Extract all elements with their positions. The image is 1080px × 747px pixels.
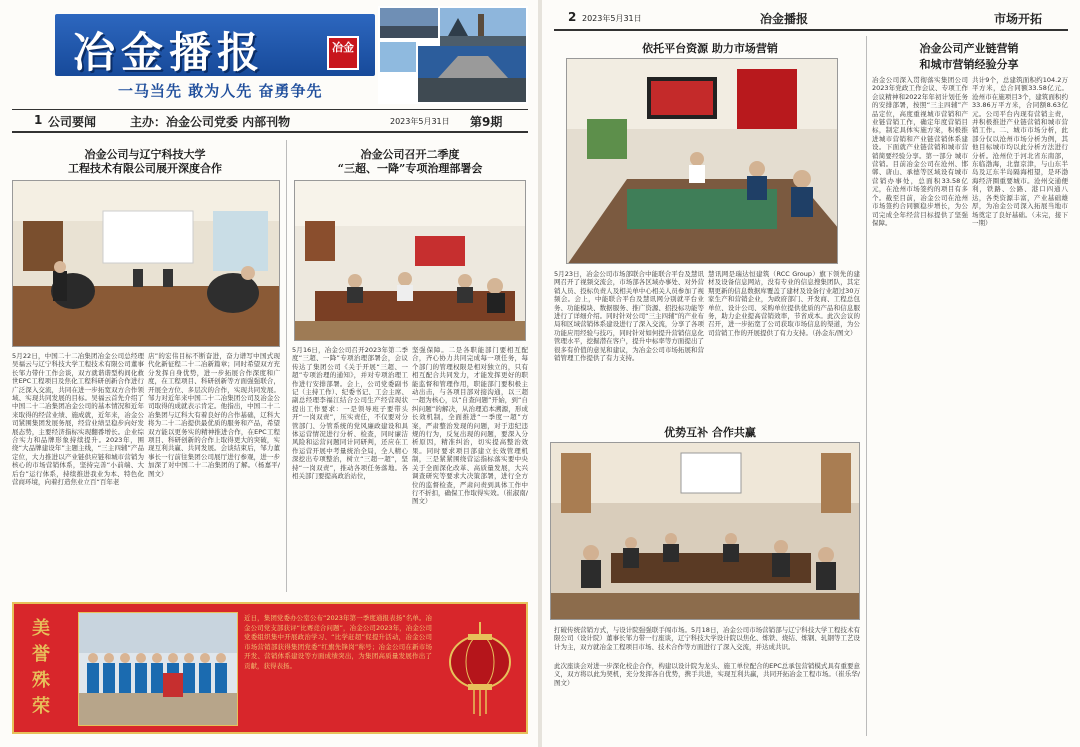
masthead-photo-collage xyxy=(378,6,528,104)
article5-title-line2: 和城市营销经验分享 xyxy=(919,58,1019,71)
honor-title xyxy=(22,610,82,728)
left-column-divider xyxy=(286,140,287,592)
honor-char-4: 荣 xyxy=(32,696,50,717)
honor-char-1: 美 xyxy=(32,618,50,639)
honor-char-3: 殊 xyxy=(32,670,50,691)
conference-photo xyxy=(295,181,526,341)
article2-title-line1: 冶金公司召开二季度 xyxy=(360,148,460,161)
article4-col2: 此次座谈会对进一步深化校企合作，构建以设计院为龙头、施工单位配合的EPC总承包营销模式具有重要意义，双方将以此为契机，充分发挥各自优势，携手共进，实现互利共赢，共同开拓冶金工程市场。（崔乐华/图文） xyxy=(554,662,860,687)
masthead-banner xyxy=(55,14,375,76)
right-header-rule xyxy=(554,29,1068,31)
honor-banner xyxy=(12,602,528,734)
group-photo xyxy=(79,613,238,726)
honor-decoration xyxy=(438,622,522,718)
industrial-photo-collage xyxy=(378,6,528,104)
honor-photo xyxy=(78,612,238,726)
right-page xyxy=(542,0,1080,747)
left-page-number: 1 xyxy=(34,113,43,127)
article5-col2: 共计9个，总建筑面积约104.2万平方米，总合同额33.58亿元。沧州市在施项目3个，建筑面积约33.86万平方米，合同额8.63亿元。公司平台内现有营销主责，并积极推进产业链营销和城市营销工作。二、城市市场分析，此部分仅以沧州市场分析为例，其他目标城市均以此分析方法进行分析。沧州位于河北省东南部，东临渤海，北靠京津，与山东半岛及辽东半岛隔海相望，是环渤海经济圈重要城市。沧州交通便利，铁路、公路、港口四通八达，各类资源丰富，产业基础雄厚，为冶金公司深入拓展当地市场奠定了良好基础。（未完，接下一期） xyxy=(972,76,1068,227)
right-paper-name: 冶金播报 xyxy=(760,12,809,26)
right-section-name: 市场开拓 xyxy=(994,12,1043,26)
masthead-title: 冶金播报 xyxy=(73,28,266,77)
article5-col1: 冶金公司深入贯彻落实集团公司2023年党政工作会议、专项工作会议精神和2022年年初计划任务的安排部署，按照“三主四辅”产品定位，高度重视城市营销和产业链营销工作，确定年度营销目标，制定具体实施方案，积极推进城市营销和产业链营销体系建设。下面就产业链营销和城市营销简要经验分享。第一部分 城市营销。目前冶金公司在沧州、邯郸、唐山、承德等区域设有城市营销办事处，总面积33.58亿元，在沧州市场签约的项目有多个。截至目前，冶金公司在沧州市场签约合同额稳步增长，为公司完成全年经营目标提供了坚强保障。 xyxy=(872,76,968,227)
article3-photo xyxy=(566,58,838,264)
article4-photo xyxy=(550,442,860,620)
article1-col2: 店”的宏伟目标不断奋进，奋力谱写中国式现代化新征程二十二冶新篇章；同时希望双方充分发挥自身优势，进一步拓展合作深度和广度，在工程项目、科研创新等方面强强联合，开展全方位、多层次的合作，实现共同发展。邹力对近年来中国二十二冶集团公司及冶金公司取得的成就表示肯定。他指出，中国二十二冶集团与辽科大有着良好的合作基础，辽科大将为二十二冶提供最优质的服务和产品，希望双方能以更务实的精神推进合作，在EPC工程项目、科研创新的合作上取得更大的突破，实现互利共赢、共同发展。会谈结束后，邹力董事长一行前往集团公司展厅进行参观，进一步加深了对中国二十二冶集团的了解。（杨嘉平/图文） xyxy=(148,352,280,478)
article5-title-line1: 冶金公司产业链营销 xyxy=(919,42,1019,55)
left-date: 2023年5月31日 xyxy=(390,117,450,126)
article1-title-line1: 冶金公司与辽宁科技大学 xyxy=(84,148,206,161)
article2-col1: 5月16日，冶金公司召开2023年第二季度“三超、一降”专项治理部署会，会议传达了集团公司《关于开展“三超、一超”专项治理的通知》，并对专项治理工作进行安排部署。会上，公司党委副书记（主持工作）、纪委书记、工会主席、副总经理李福江结合公司生产经营现状提出工作要求：一是领导班子要带头开“一岗双责”，压实责任，不仅要对分管部门、分管系统的党风廉政建设和具体运营情况进行分析、检查，同时廉洁风险和运营问题同计同研判，还应在工作运营开展中考量统治全局，全人精心深挖出专项整治，树立“三超一超”，坚持“一岗双责”，推动各项任务落地。各相关部门要提高政治站位， xyxy=(292,346,408,481)
video-meeting-photo xyxy=(567,59,838,264)
cooperation-meeting-photo xyxy=(551,443,860,620)
article2-title-line2: “三超、一降”专项治理部署会 xyxy=(337,162,483,175)
header-top-rule xyxy=(12,109,528,110)
left-sponsor: 主办：冶金公司党委 内部刊物 xyxy=(130,115,291,129)
meeting-room-photo xyxy=(13,181,280,347)
honor-text: 近日，集团党委办公室公布“2023年第一季度通报表扬”名单。冶金公司党支部获评“比赛竞合问题”，冶金公司2023年，冶金公司党委组织集中开展政治学习、“比学赶超”促提升活动，冶金公司市场营销部获得集团党委“红旗先锋岗”称号；冶金公司在新市场开发、营销体系建设等方面成绩突出，为集团高质量发展作出了贡献，获得表扬。 xyxy=(244,614,432,670)
left-section-name: 公司要闻 xyxy=(48,115,97,129)
left-page xyxy=(0,0,538,747)
lantern-icon xyxy=(438,622,522,718)
right-column-divider xyxy=(866,36,867,736)
article3-col2: 慧讯网是瑞达恒建筑（RCC Group）旗下领先的建材及设备信息网站，没有专业的信息搜集团队，其定期更新的信息数据库覆盖了建材及设备行业超过30万家生产和营销企业，为政府部门、开发商、工程总包单位、设计公司、采购单位提供优质的产品和信息服务，助力企业提高营销效率，节省成本。此次会议的召开，进一步拓宽了公司获取市场信息的渠道，为公司营销工作的开展提供了有力支持。（孙金东/图文） xyxy=(708,270,860,337)
article2-col2: 坚强保障。二是各职能部门要相互配合，齐心协力共同完成每一项任务，每个部门的管理权限是相对独立的，只有相互配合共同发力，才能发挥更好的职能监督和管理作用，职能部门要积极主动出击，与各项目部对接沟通，以三超一超为核心，以“自查问题”开始，到“自纠问题”的解决，从治理追本溯源，形成长效机制，全面推进“一季度一超”方案，严肃整治发现的问题，对于违纪违规的行为，反复出现的问题，要深入分析原因，精准纠治，切实提高整治效果。同时要求项目部建立长效管理机制，三是紧紧围绕营运指标落实要中央关于全面深化改革、高质量发展，大兴调查研究等要求大决策部署，进行全方位的监督检查，严肃问责到具体工作中行不折扣，确保工作取得实效。（崔淑南/图文） xyxy=(412,346,528,506)
masthead-slogan: 一马当先 敢为人先 奋勇争先 xyxy=(118,82,323,100)
article1-col1: 5月22日，中国二十二冶集团冶金公司总经理吴福云与辽宁科技大学工程技术有限公司董事长邹力带什工作会谈，双方就谐谐型构间化救世EPC工程项目及焦化工程科研创新合作进行广泛深入交流，共同在进一步拓宽双方合作领域、实现共同发展的目标。吴福云首先介绍了中国二十二冶集团冶金公司的基本情况和近年来取得的经营业绩、施成就，近年来，冶金公司紧围集团发展务展，经营业绩呈稳步向好发展态势，主要经济指标实现翻番增长。企业综合实力和品牌形象持续提升。2023年，围绕“大品牌建设年”主题主线，“三主四辅”产品定位，大力推进以产业链供应链和城市营销为核心的市场营销体系，坚持完善“小前端、大后台”运行体系，持续推进我业为本、特色化营商环境，向着打造焦业立百“百年老 xyxy=(12,352,144,487)
article1-title-line2: 工程技术有限公司展开深度合作 xyxy=(68,162,222,175)
masthead-seal: 冶金 xyxy=(327,36,359,70)
article1-photo xyxy=(12,180,280,347)
article3-col1: 5月23日，冶金公司市场部联合中能联合平台及慧讯网召开了视频交流会，市场部各区域办事处、对外营销人员、投标负责人及相关单中心相关人员参加了视频会。会上，中能联合平台及慧讯网分别就平台业务、功能模块、数据服务、推广资源、招投标功能等进行了详细介绍。同时针对公司“三主四辅”的产业布局和区域营销体系建设进行了深入交流，分享了各项功能应用经验与技巧，同时针对如何提升营销信息化管理水平，挖掘潜在客户，提升中标率等方面提出了很多有价值的意见和建议，为冶金公司市场拓展和营销管理工作提供了有力支持。 xyxy=(554,270,704,363)
article4-title: 优势互补 合作共赢 xyxy=(664,426,756,439)
honor-char-2: 誉 xyxy=(32,644,50,665)
header-bottom-rule xyxy=(12,131,528,133)
right-date: 2023年5月31日 xyxy=(582,14,642,23)
right-page-number: 2 xyxy=(568,10,577,24)
left-issue: 第9期 xyxy=(470,115,503,129)
article4-col1: 打破传统营销方式，与设计院强强联手闯市场。5月18日，冶金公司市场营销部与辽宁科技大学工程技术有限公司（设计院）董事长邹力带一行座谈，辽宁科技大学设计院以焦化、炼铁、烧结、炼钢、轧钢等工艺设计为主，双方就冶金工程项目市场、技术合作等方面进行了深入交流，并达成共识。 xyxy=(554,626,860,651)
article3-title: 依托平台资源 助力市场营销 xyxy=(642,42,778,55)
article2-photo xyxy=(294,180,526,341)
